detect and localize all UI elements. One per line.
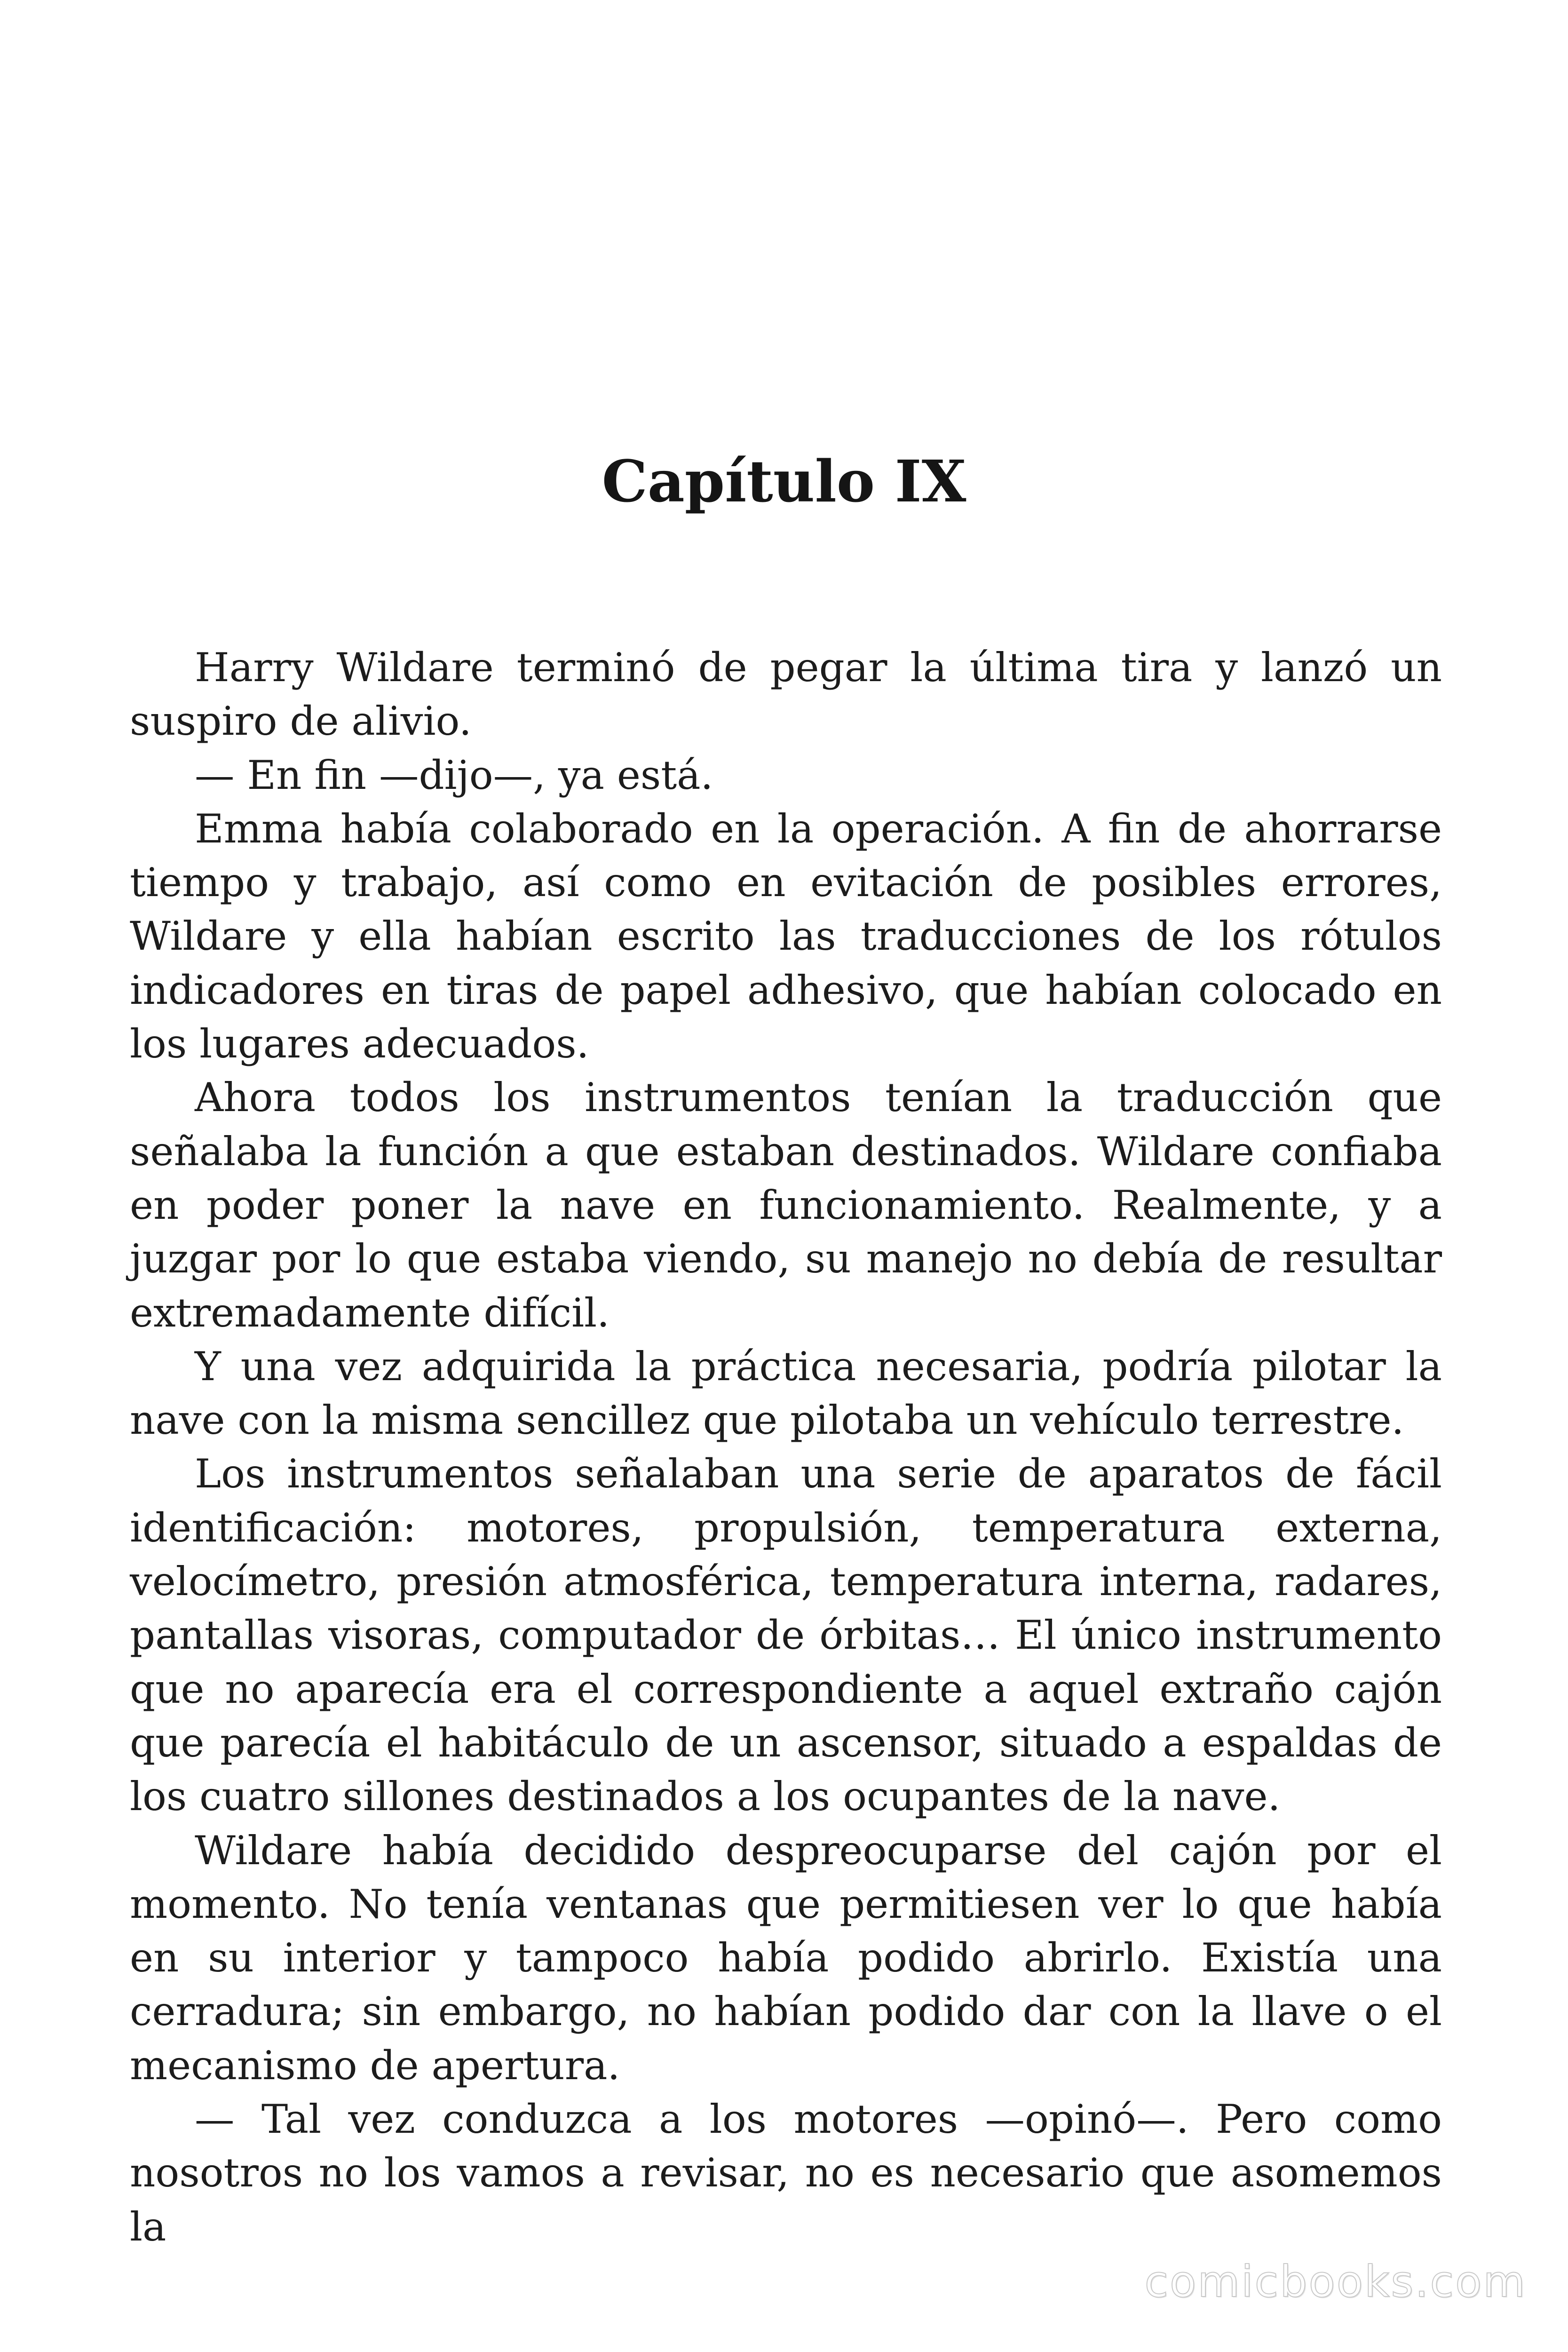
paragraph: Los instrumentos señalaban una serie de aparatos de fácil identificación: motores, propulsión, temperatura externa, velocímetro, presión atmosférica, temperatura interna, radares, pantallas visoras, computador de órbitas… El único instrumento que no aparecía era el correspondiente a aquel extraño cajón que parecía el habitáculo de un ascensor, situado a espaldas de los cuatro sillones destinados a los ocupantes de la nave. <box>130 1451 1442 1820</box>
paragraph: Emma había colaborado en la operación. A fin de ahorrarse tiempo y trabajo, así como en evitación de posibles errores, Wildare y ella habían escrito las traducciones de los rótulos indicadores en tiras de papel adhesivo, que habían colocado en los lugares adecuados. <box>130 805 1442 1067</box>
paragraph: Ahora todos los instrumentos tenían la traducción que señalaba la función a que estaban destinados. Wildare confiaba en poder poner la nave en funcionamiento. Realmente, y a juzgar por lo que estaba viendo, su manejo no debía de resultar extremadamente difícil. <box>130 1074 1442 1336</box>
chapter-body <box>130 641 1442 2254</box>
paragraph: Wildare había decidido despreocuparse del cajón por el momento. No tenía ventanas que permitiesen ver lo que había en su interior y tampoco había podido abrirlo. Existía una cerradura; sin embargo, no habían podido dar con la llave o el mecanismo de apertura. <box>130 1827 1442 2089</box>
watermark: comicbooks.com <box>1144 2257 1527 2307</box>
chapter-title: Capítulo IX <box>602 447 966 515</box>
paragraph: Harry Wildare terminó de pegar la última tira y lanzó un suspiro de alivio. <box>130 644 1442 745</box>
paragraph: — En fin —dijo—, ya está. <box>195 752 713 798</box>
paragraph: Y una vez adquirida la práctica necesaria, podría pilotar la nave con la misma sencillez que pilotaba un vehículo terrestre. <box>130 1343 1442 1444</box>
paragraph: — Tal vez conduzca a los motores —opinó—. Pero como nosotros no los vamos a revisar, no es necesario que asomemos la <box>130 2096 1442 2250</box>
